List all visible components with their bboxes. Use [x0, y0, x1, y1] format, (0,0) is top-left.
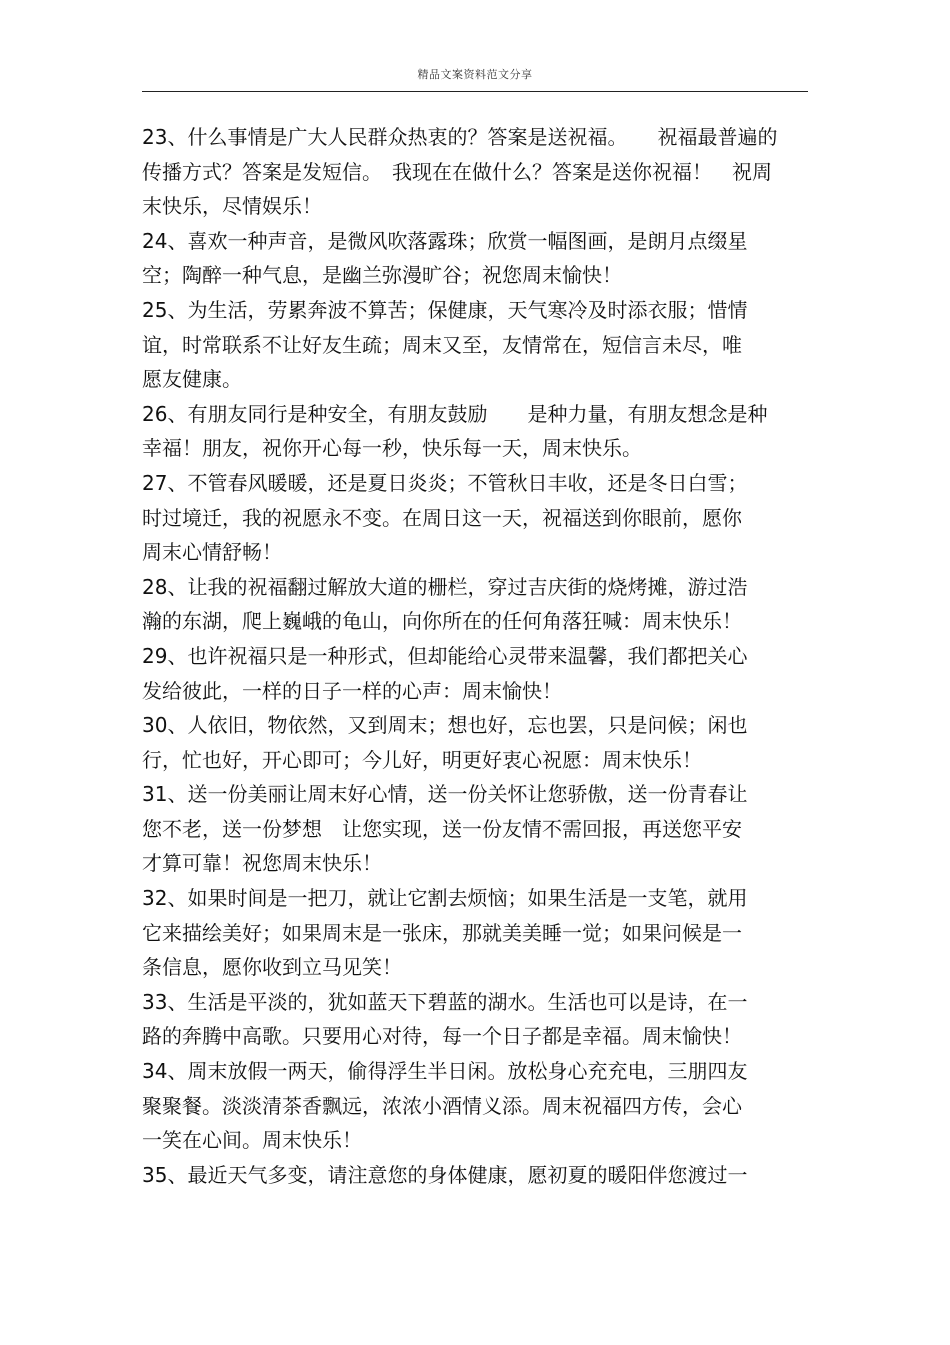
text-line: 29、也许祝福只是一种形式，但却能给心灵带来温馨，我们都把关心: [142, 643, 748, 668]
text-line: 23、什么事情是广大人民群众热衷的？答案是送祝福。 祝福最普遍的: [142, 125, 778, 149]
text-line: 25、为生活，劳累奔波不算苦；保健康，天气寒冷及时添衣服；惜情: [142, 297, 748, 322]
text-line: 33、生活是平淡的，犹如蓝天下碧蓝的湖水。生活也可以是诗，在一: [142, 989, 748, 1014]
text-line: 一笑在心间。周末快乐！: [142, 1128, 362, 1153]
text-line: 24、喜欢一种声音，是微风吹落露珠；欣赏一幅图画，是朗月点缀星: [142, 228, 748, 253]
text-line: 条信息，愿你收到立马见笑！: [142, 955, 402, 980]
text-line: 30、人依旧，物依然，又到周末；想也好，忘也罢，只是问候；闲也: [142, 713, 748, 738]
text-line: 才算可靠！祝您周末快乐！: [142, 851, 382, 876]
text-line: 35、最近天气多变，请注意您的身体健康，愿初夏的暖阳伴您渡过一: [142, 1162, 748, 1187]
text-line: 27、不管春风暖暖，还是夏日炎炎；不管秋日丰收，还是冬日白雪；: [142, 470, 748, 495]
document-body: [142, 120, 808, 1192]
text-line: 28、让我的祝福翻过解放大道的栅栏，穿过吉庆街的烧烤摊，游过浩: [142, 574, 748, 599]
text-line: 您不老，送一份梦想 让您实现，送一份友情不需回报，再送您平安: [142, 816, 742, 841]
text-line: 行，忙也好，开心即可；今儿好，明更好衷心祝愿：周末快乐！: [142, 747, 702, 772]
text-line: 路的奔腾中高歌。只要用心对待，每一个日子都是幸福。周末愉快！: [142, 1024, 742, 1049]
text-line: 34、周末放假一两天，偷得浮生半日闲。放松身心充充电，三朋四友: [142, 1059, 748, 1084]
text-line: 周末心情舒畅！: [142, 540, 282, 565]
text-line: 谊，时常联系不让好友生疏；周末又至，友情常在，短信言未尽，唯: [142, 332, 742, 357]
text-line: 愿友健康。: [142, 367, 242, 392]
text-line: 26、有朋友同行是种安全，有朋友鼓励 是种力量，有朋友想念是种: [142, 401, 768, 426]
text-line: 空；陶醉一种气息，是幽兰弥漫旷谷；祝您周末愉快！: [142, 263, 622, 288]
text-line: 32、如果时间是一把刀，就让它割去烦恼；如果生活是一支笔，就用: [142, 886, 748, 911]
text-line: 发给彼此，一样的日子一样的心声：周末愉快！: [142, 678, 562, 703]
text-line: 聚聚餐。淡淡清茶香飘远，浓浓小酒情义添。周末祝福四方传，会心: [142, 1093, 742, 1118]
text-line: 传播方式？答案是发短信。 我现在在做什么？答案是送你祝福！ 祝周: [142, 159, 772, 184]
text-line: 31、送一份美丽让周末好心情，送一份关怀让您骄傲，送一份青春让: [142, 782, 748, 807]
header-divider: [142, 91, 808, 92]
page-header: 精品文案资料范文分享: [417, 68, 533, 81]
text-line: 瀚的东湖，爬上巍峨的龟山，向你所在的任何角落狂喊：周末快乐！: [142, 609, 742, 634]
text-line: 幸福！朋友，祝你开心每一秒，快乐每一天，周末快乐。: [142, 436, 642, 461]
text-line: 末快乐，尽情娱乐！: [142, 194, 322, 219]
text-line: 时过境迁，我的祝愿永不变。在周日这一天，祝福送到你眼前，愿你: [142, 505, 742, 530]
text-line: 它来描绘美好；如果周末是一张床，那就美美睡一觉；如果问候是一: [142, 920, 742, 945]
